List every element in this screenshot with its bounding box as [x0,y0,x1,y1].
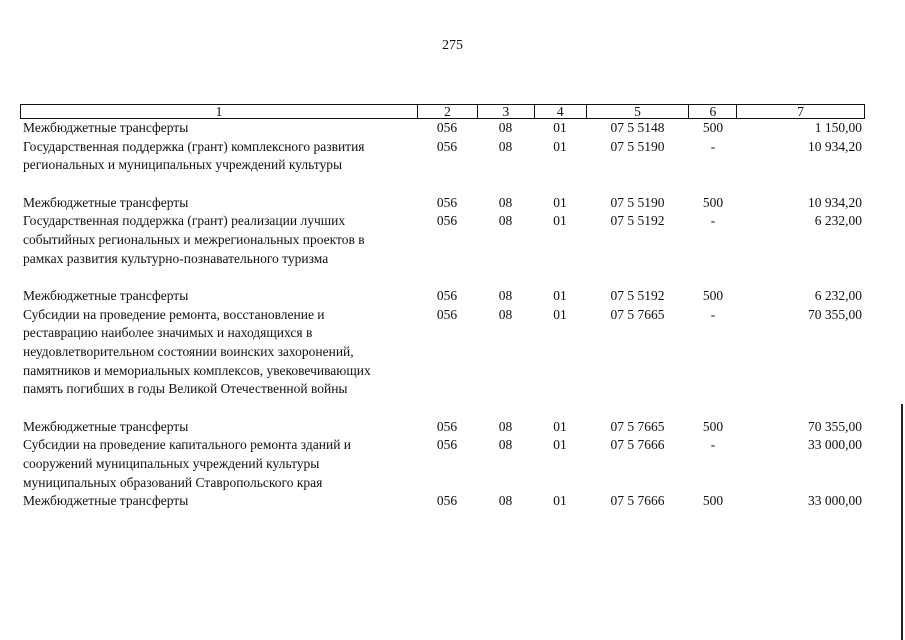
table-row [20,194,865,213]
code-target: 07 5 5190 [610,194,665,210]
code-subsection: 01 [553,138,567,154]
budget-table [20,104,865,511]
code-ministry: 056 [436,213,458,229]
code-target: 07 5 5190 [610,138,665,154]
row-name-line: Межбюджетные трансферты [23,288,189,304]
row-name-line: реставрацию наиболее значимых и находящихся в [23,325,313,341]
code-subsection: 01 [553,493,567,509]
table-row [20,287,865,306]
code-expense-type: - [710,306,716,322]
row-name-line: сооружений муниципальных учреждений культуры [23,455,320,471]
code-target: 07 5 7665 [610,306,665,322]
row-name-line: память погибших в годы Великой Отечественной войны [23,381,348,397]
header-col-2: 2 [417,105,477,118]
table-group [20,287,865,399]
code-expense-type: - [710,437,716,453]
code-section: 08 [498,306,513,322]
code-ministry: 056 [436,138,458,154]
row-name [20,212,417,268]
table-header [20,104,865,119]
row-name-line: Государственная поддержка (грант) реализации лучших [23,213,346,229]
scan-edge-line [901,404,903,640]
code-section: 08 [498,493,513,509]
amount: 1 150,00 [814,120,862,135]
code-subsection: 01 [553,306,567,322]
table-row [20,492,865,511]
code-subsection: 01 [553,120,567,135]
code-ministry: 056 [436,437,458,453]
table-body [20,119,865,511]
row-name-line: Субсидии на проведение ремонта, восстановление и [23,306,325,322]
code-section: 08 [498,437,513,453]
code-target: 07 5 7666 [610,493,665,509]
amount: 33 000,00 [808,493,862,509]
code-target: 07 5 7666 [610,437,665,453]
header-col-6: 6 [688,105,736,118]
row-name [20,492,417,511]
row-name [20,287,417,306]
row-name-line: Субсидии на проведение капитального ремонта зданий и [23,437,352,453]
amount: 10 934,20 [808,138,862,154]
row-name [20,119,417,138]
row-name-line: Межбюджетные трансферты [23,120,189,135]
amount: 6 232,00 [814,288,862,304]
group-spacer [20,175,865,194]
code-section: 08 [498,194,513,210]
row-name [20,194,417,213]
amount: 33 000,00 [808,437,862,453]
code-target: 07 5 5192 [610,288,665,304]
row-name-line: Межбюджетные трансферты [23,418,189,434]
code-expense-type: - [710,138,716,154]
code-section: 08 [498,418,513,434]
row-name-line: Государственная поддержка (грант) комплексного развития [23,138,365,154]
header-col-5: 5 [586,105,689,118]
row-name [20,418,417,437]
table-group [20,194,865,268]
header-col-4: 4 [534,105,586,118]
amount: 6 232,00 [814,213,862,229]
code-section: 08 [498,213,513,229]
row-name-line: Межбюджетные трансферты [23,194,189,210]
code-expense-type: 500 [702,120,724,135]
code-target: 07 5 5192 [610,213,665,229]
code-expense-type: - [710,213,716,229]
code-expense-type: 500 [702,493,724,509]
table-row [20,306,865,399]
row-name-line: неудовлетворительном состоянии воинских захоронений, [23,343,354,359]
code-target: 07 5 7665 [610,418,665,434]
code-subsection: 01 [553,437,567,453]
header-col-3: 3 [477,105,534,118]
row-name [20,306,417,399]
table-group [20,119,865,175]
amount: 70 355,00 [808,418,862,434]
code-ministry: 056 [436,418,458,434]
code-expense-type: 500 [702,418,724,434]
amount: 10 934,20 [808,194,862,210]
group-spacer [20,268,865,287]
row-name [20,436,417,492]
code-section: 08 [498,138,513,154]
code-expense-type: 500 [702,288,724,304]
amount: 70 355,00 [808,306,862,322]
code-subsection: 01 [553,213,567,229]
row-name [20,138,417,175]
table-row [20,436,865,492]
row-name-line: памятников и мемориальных комплексов, увековечивающих [23,362,371,378]
code-target: 07 5 5148 [610,120,665,135]
page-number: 275 [442,38,463,53]
group-spacer [20,399,865,418]
code-ministry: 056 [436,288,458,304]
code-expense-type: 500 [702,194,724,210]
table-row [20,212,865,268]
table-row [20,138,865,175]
row-name-line: муниципальных образований Ставропольского края [23,474,323,490]
code-section: 08 [498,288,513,304]
code-ministry: 056 [436,120,458,135]
header-col-1: 1 [215,104,223,119]
code-subsection: 01 [553,418,567,434]
table-row [20,418,865,437]
code-subsection: 01 [553,194,567,210]
table-group [20,418,865,511]
row-name-line: Межбюджетные трансферты [23,493,189,509]
code-ministry: 056 [436,493,458,509]
row-name-line: региональных и муниципальных учреждений культуры [23,157,343,173]
code-section: 08 [498,120,513,135]
code-subsection: 01 [553,288,567,304]
row-name-line: рамках развития культурно-познавательного туризма [23,250,329,266]
table-row [20,119,865,138]
code-ministry: 056 [436,306,458,322]
header-col-7: 7 [736,105,864,118]
row-name-line: событийных региональных и межрегиональных проектов в [23,231,365,247]
code-ministry: 056 [436,194,458,210]
